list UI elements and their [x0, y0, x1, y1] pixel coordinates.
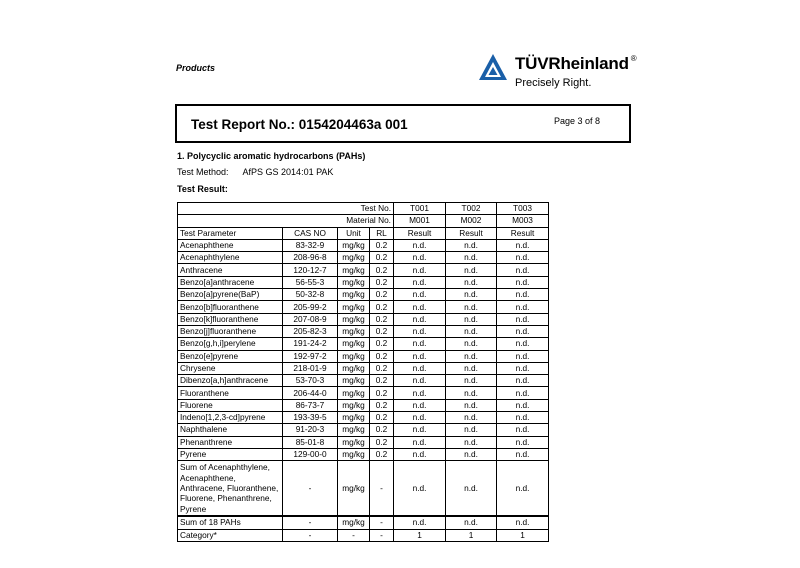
result-cell: n.d.: [394, 436, 446, 448]
result-cell: n.d.: [497, 252, 549, 264]
result-cell: n.d.: [497, 350, 549, 362]
rl-cell: 0.2: [370, 301, 394, 313]
column-header: Result: [497, 227, 549, 239]
column-header: Result: [446, 227, 497, 239]
table-row: [178, 399, 549, 411]
material-no-cell: M001: [394, 215, 446, 227]
material-no-cell: M003: [497, 215, 549, 227]
rl-cell: 0.2: [370, 289, 394, 301]
parameter-cell: Sum of 18 PAHs: [178, 516, 283, 529]
rl-cell: 0.2: [370, 448, 394, 460]
unit-cell: mg/kg: [338, 516, 370, 529]
result-cell: n.d.: [446, 375, 497, 387]
table-row: [178, 375, 549, 387]
result-cell: n.d.: [394, 387, 446, 399]
table-row: [178, 461, 549, 517]
result-cell: n.d.: [446, 252, 497, 264]
result-cell: n.d.: [394, 424, 446, 436]
parameter-cell: Benzo[k]fluoranthene: [178, 313, 283, 325]
result-cell: n.d.: [446, 276, 497, 288]
rl-cell: 0.2: [370, 239, 394, 251]
result-cell: n.d.: [446, 350, 497, 362]
parameter-cell: Fluorene: [178, 399, 283, 411]
unit-cell: -: [338, 529, 370, 541]
result-cell: n.d.: [446, 325, 497, 337]
tuv-triangle-logo-icon: [478, 53, 508, 81]
result-cell: n.d.: [446, 301, 497, 313]
rl-cell: 0.2: [370, 375, 394, 387]
unit-cell: mg/kg: [338, 461, 370, 517]
material-no-row: [178, 215, 549, 227]
result-cell: n.d.: [497, 436, 549, 448]
result-cell: n.d.: [446, 289, 497, 301]
rl-cell: 0.2: [370, 313, 394, 325]
table-row: [178, 436, 549, 448]
result-cell: n.d.: [394, 276, 446, 288]
table-row: [178, 264, 549, 276]
result-cell: n.d.: [497, 375, 549, 387]
unit-cell: mg/kg: [338, 412, 370, 424]
result-cell: n.d.: [446, 461, 497, 517]
table-row: [178, 289, 549, 301]
result-cell: n.d.: [446, 338, 497, 350]
result-cell: n.d.: [394, 325, 446, 337]
table-row: [178, 276, 549, 288]
result-cell: n.d.: [497, 264, 549, 276]
cas-cell: -: [283, 516, 338, 529]
test-no-label: Test No.: [178, 203, 394, 215]
parameter-cell: Anthracene: [178, 264, 283, 276]
table-row: [178, 516, 549, 529]
rl-cell: 0.2: [370, 325, 394, 337]
result-cell: n.d.: [446, 399, 497, 411]
column-header: Result: [394, 227, 446, 239]
result-cell: n.d.: [497, 338, 549, 350]
table-row: [178, 350, 549, 362]
table-row: [178, 313, 549, 325]
parameter-cell: Indeno[1,2,3-cd]pyrene: [178, 412, 283, 424]
unit-cell: mg/kg: [338, 252, 370, 264]
result-cell: n.d.: [446, 313, 497, 325]
unit-cell: mg/kg: [338, 399, 370, 411]
parameter-cell: Category*: [178, 529, 283, 541]
parameter-cell: Dibenzo[a,h]anthracene: [178, 375, 283, 387]
table-row: [178, 301, 549, 313]
rl-cell: -: [370, 461, 394, 517]
result-cell: n.d.: [394, 313, 446, 325]
cas-cell: 205-99-2: [283, 301, 338, 313]
table-row: [178, 412, 549, 424]
table-row: [178, 362, 549, 374]
result-cell: n.d.: [497, 412, 549, 424]
unit-cell: mg/kg: [338, 301, 370, 313]
table-row: [178, 252, 549, 264]
unit-cell: mg/kg: [338, 424, 370, 436]
material-no-label: Material No.: [178, 215, 394, 227]
result-cell: n.d.: [446, 387, 497, 399]
rl-cell: 0.2: [370, 264, 394, 276]
result-cell: n.d.: [394, 338, 446, 350]
cas-cell: 192-97-2: [283, 350, 338, 362]
parameter-cell: Benzo[a]pyrene(BaP): [178, 289, 283, 301]
cas-cell: 193-39-5: [283, 412, 338, 424]
test-no-row: [178, 203, 549, 215]
unit-cell: mg/kg: [338, 350, 370, 362]
column-header: Test Parameter: [178, 227, 283, 239]
rl-cell: 0.2: [370, 252, 394, 264]
section-title: 1. Polycyclic aromatic hydrocarbons (PAHs): [177, 151, 366, 161]
result-cell: n.d.: [497, 424, 549, 436]
registered-mark: ®: [630, 54, 637, 63]
parameter-cell: Benzo[a]anthracene: [178, 276, 283, 288]
result-cell: n.d.: [446, 436, 497, 448]
parameter-cell: Benzo[e]pyrene: [178, 350, 283, 362]
result-cell: n.d.: [394, 239, 446, 251]
rl-cell: 0.2: [370, 338, 394, 350]
unit-cell: mg/kg: [338, 239, 370, 251]
rl-cell: 0.2: [370, 399, 394, 411]
cas-cell: 91-20-3: [283, 424, 338, 436]
result-cell: n.d.: [497, 461, 549, 517]
rl-cell: 0.2: [370, 350, 394, 362]
report-header-box: [175, 104, 631, 143]
result-cell: n.d.: [446, 516, 497, 529]
result-cell: n.d.: [497, 239, 549, 251]
report-title: Test Report No.: 0154204463a 001: [191, 117, 408, 132]
parameter-cell: Acenaphthene: [178, 239, 283, 251]
cas-cell: 50-32-8: [283, 289, 338, 301]
rl-cell: 0.2: [370, 362, 394, 374]
test-no-cell: T003: [497, 203, 549, 215]
table-row: [178, 338, 549, 350]
result-cell: n.d.: [394, 289, 446, 301]
parameter-cell: Sum of Acenaphthylene, Acenaphthene, Anthracene, Fluoranthene, Fluorene, Phenanthrene, Pyrene: [178, 461, 283, 517]
column-header: RL: [370, 227, 394, 239]
unit-cell: mg/kg: [338, 362, 370, 374]
column-header-row: [178, 227, 549, 239]
parameter-cell: Benzo[j]fluoranthene: [178, 325, 283, 337]
cas-cell: 191-24-2: [283, 338, 338, 350]
cas-cell: 129-00-0: [283, 448, 338, 460]
result-cell: n.d.: [394, 461, 446, 517]
result-cell: n.d.: [497, 362, 549, 374]
result-cell: n.d.: [394, 252, 446, 264]
cas-cell: 218-01-9: [283, 362, 338, 374]
logo-brand: [515, 54, 636, 74]
unit-cell: mg/kg: [338, 313, 370, 325]
material-no-cell: M002: [446, 215, 497, 227]
cas-cell: 208-96-8: [283, 252, 338, 264]
products-label: Products: [176, 63, 216, 73]
result-cell: n.d.: [394, 301, 446, 313]
unit-cell: mg/kg: [338, 375, 370, 387]
test-method-label: Test Method:: [177, 167, 229, 177]
result-cell: n.d.: [497, 516, 549, 529]
parameter-cell: Phenanthrene: [178, 436, 283, 448]
result-cell: n.d.: [497, 289, 549, 301]
cas-cell: 53-70-3: [283, 375, 338, 387]
rl-cell: -: [370, 516, 394, 529]
table-row: [178, 387, 549, 399]
test-method: [177, 167, 333, 177]
test-result-label: Test Result:: [177, 184, 228, 194]
rl-cell: 0.2: [370, 424, 394, 436]
parameter-cell: Chrysene: [178, 362, 283, 374]
result-cell: 1: [497, 529, 549, 541]
cas-cell: 205-82-3: [283, 325, 338, 337]
logo-tagline: Precisely Right.: [515, 77, 592, 89]
result-cell: 1: [394, 529, 446, 541]
cas-cell: 86-73-7: [283, 399, 338, 411]
result-cell: n.d.: [394, 412, 446, 424]
unit-cell: mg/kg: [338, 387, 370, 399]
table-row: [178, 424, 549, 436]
result-cell: n.d.: [394, 375, 446, 387]
parameter-cell: Benzo[g,h,i]perylene: [178, 338, 283, 350]
result-cell: n.d.: [446, 362, 497, 374]
rl-cell: 0.2: [370, 436, 394, 448]
rl-cell: 0.2: [370, 412, 394, 424]
parameter-cell: Naphthalene: [178, 424, 283, 436]
rl-cell: 0.2: [370, 276, 394, 288]
table-row: [178, 239, 549, 251]
result-cell: n.d.: [446, 412, 497, 424]
parameter-cell: Fluoranthene: [178, 387, 283, 399]
rl-cell: 0.2: [370, 387, 394, 399]
cas-cell: -: [283, 529, 338, 541]
cas-cell: 120-12-7: [283, 264, 338, 276]
test-method-value: AfPS GS 2014:01 PAK: [242, 167, 334, 177]
parameter-cell: Pyrene: [178, 448, 283, 460]
table-row: [178, 448, 549, 460]
unit-cell: mg/kg: [338, 325, 370, 337]
tuv-rheinland-logo: [478, 50, 648, 94]
unit-cell: mg/kg: [338, 264, 370, 276]
logo-brand-text: TÜVRheinland: [515, 54, 629, 73]
result-cell: n.d.: [394, 516, 446, 529]
parameter-cell: Benzo[b]fluoranthene: [178, 301, 283, 313]
result-cell: n.d.: [394, 399, 446, 411]
result-cell: n.d.: [394, 350, 446, 362]
parameter-cell: Acenaphthylene: [178, 252, 283, 264]
result-cell: n.d.: [446, 424, 497, 436]
result-cell: n.d.: [497, 301, 549, 313]
result-cell: n.d.: [394, 362, 446, 374]
result-cell: n.d.: [497, 276, 549, 288]
result-cell: n.d.: [497, 325, 549, 337]
result-cell: n.d.: [497, 399, 549, 411]
table-row: [178, 325, 549, 337]
rl-cell: -: [370, 529, 394, 541]
test-no-cell: T001: [394, 203, 446, 215]
cas-cell: 206-44-0: [283, 387, 338, 399]
result-cell: n.d.: [497, 448, 549, 460]
cas-cell: -: [283, 461, 338, 517]
result-cell: n.d.: [394, 264, 446, 276]
result-cell: n.d.: [497, 387, 549, 399]
result-cell: n.d.: [446, 264, 497, 276]
unit-cell: mg/kg: [338, 448, 370, 460]
result-cell: n.d.: [497, 313, 549, 325]
result-cell: n.d.: [446, 239, 497, 251]
result-cell: n.d.: [446, 448, 497, 460]
column-header: CAS NO: [283, 227, 338, 239]
cas-cell: 85-01-8: [283, 436, 338, 448]
unit-cell: mg/kg: [338, 289, 370, 301]
page-number: Page 3 of 8: [553, 116, 600, 126]
unit-cell: mg/kg: [338, 338, 370, 350]
cas-cell: 207-08-9: [283, 313, 338, 325]
result-cell: n.d.: [394, 448, 446, 460]
cas-cell: 56-55-3: [283, 276, 338, 288]
cas-cell: 83-32-9: [283, 239, 338, 251]
unit-cell: mg/kg: [338, 436, 370, 448]
unit-cell: mg/kg: [338, 276, 370, 288]
test-no-cell: T002: [446, 203, 497, 215]
result-cell: 1: [446, 529, 497, 541]
table-row: [178, 529, 549, 541]
column-header: Unit: [338, 227, 370, 239]
results-table: [177, 202, 549, 542]
